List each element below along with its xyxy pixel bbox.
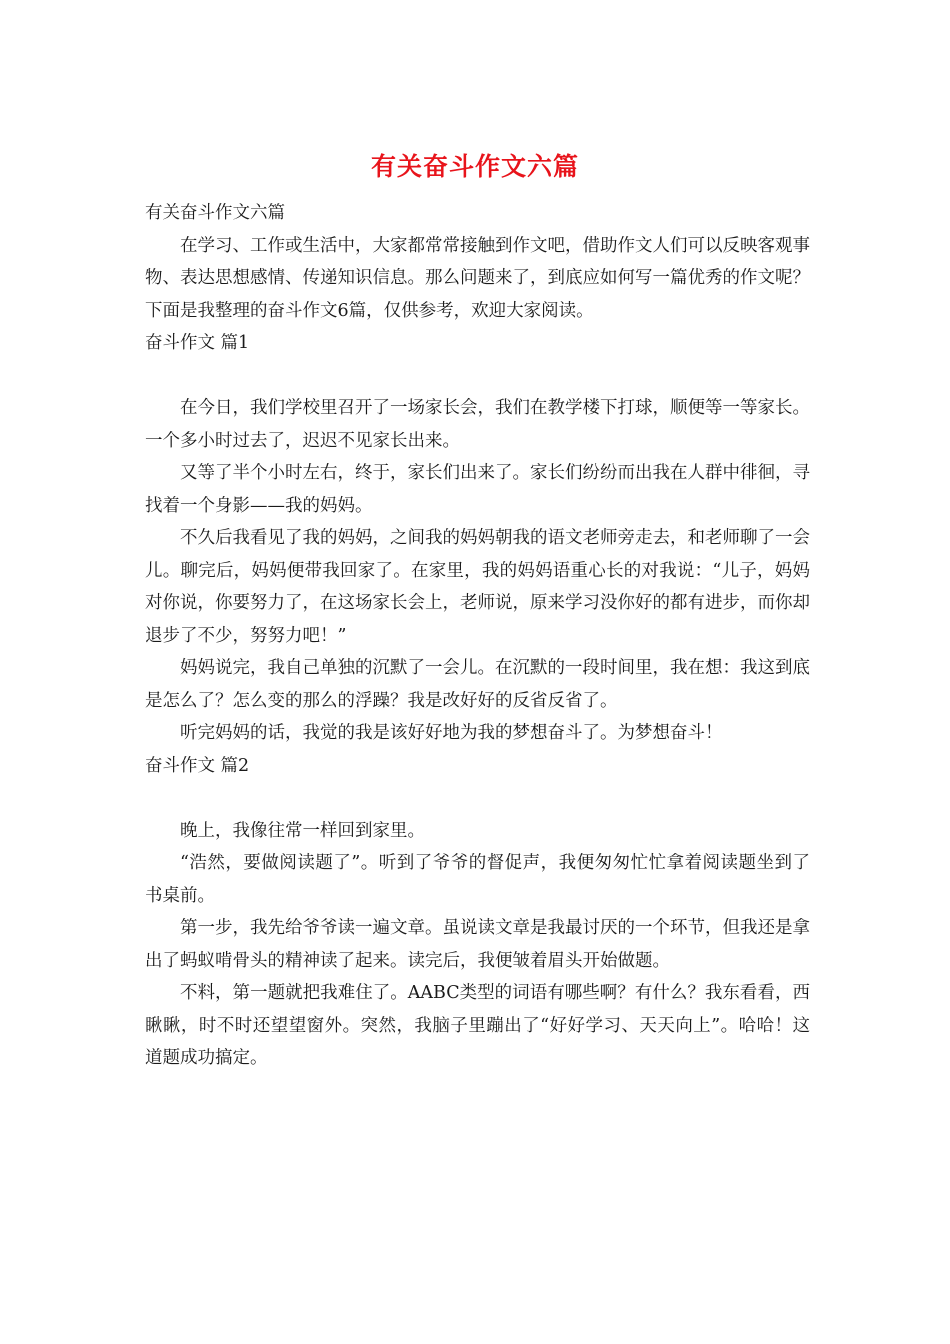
essay-1-heading: 奋斗作文 篇1 (145, 333, 250, 353)
blank-line (145, 782, 810, 815)
essay-2-heading: 奋斗作文 篇2 (145, 755, 250, 776)
document-title: 有关奋斗作文六篇 (370, 152, 579, 181)
essay-2-paragraph: 第一步，我先给爷爷读一遍文章。虽说读文章是我最讨厌的一个环节，但我还是拿出了蚂蚁啃骨头的精神读了起来。读完后，我便皱着眉头开始做题。 (145, 918, 810, 971)
intro-paragraph: 在学习、工作或生活中，大家都常常接触到作文吧，借助作文人们可以反映客观事物、表达思想感情、传递知识信息。那么问题来了，到底应如何写一篇优秀的作文呢？下面是我整理的奋斗作文6篇，仅供参考，欢迎大家阅读。 (145, 235, 810, 321)
essay-2-paragraph: 不料，第一题就把我难住了。AABC类型的词语有哪些啊？有什么？我东看看，西瞅瞅，时不时还望望窗外。突然，我脑子里蹦出了“好好学习、天天向上”。哈哈！这道题成功搞定。 (145, 983, 810, 1068)
essay-1-paragraph: 听完妈妈的话，我觉的我是该好好地为我的梦想奋斗了。为梦想奋斗！ (180, 723, 723, 743)
essay-1-paragraph: 不久后我看见了我的妈妈，之间我的妈妈朝我的语文老师旁走去，和老师聊了一会儿。聊完后，妈妈便带我回家了。在家里，我的妈妈语重心长的对我说：“儿子，妈妈对你说，你要努力了，在这场家长会上，老师说，原来学习没你好的都有进步，而你却退步了不少，努努力吧！” (145, 528, 810, 646)
document-subtitle: 有关奋斗作文六篇 (145, 203, 285, 223)
essay-2-paragraph: 晚上，我像往常一样回到家里。 (180, 820, 425, 841)
document-body (145, 197, 810, 1075)
essay-1-paragraph: 妈妈说完，我自己单独的沉默了一会儿。在沉默的一段时间里，我在想：我这到底是怎么了？怎么变的那么的浮躁？我是改好好的反省反省了。 (145, 658, 810, 711)
blank-line (145, 360, 810, 393)
essay-2-paragraph: “浩然，要做阅读题了”。听到了爷爷的督促声，我便匆匆忙忙拿着阅读题坐到了书桌前。 (145, 853, 810, 906)
essay-1-paragraph: 又等了半个小时左右，终于，家长们出来了。家长们纷纷而出我在人群中徘徊，寻找着一个身影——我的妈妈。 (145, 463, 810, 516)
essay-1-paragraph: 在今日，我们学校里召开了一场家长会，我们在教学楼下打球，顺便等一等家长。一个多小时过去了，迟迟不见家长出来。 (145, 398, 810, 451)
